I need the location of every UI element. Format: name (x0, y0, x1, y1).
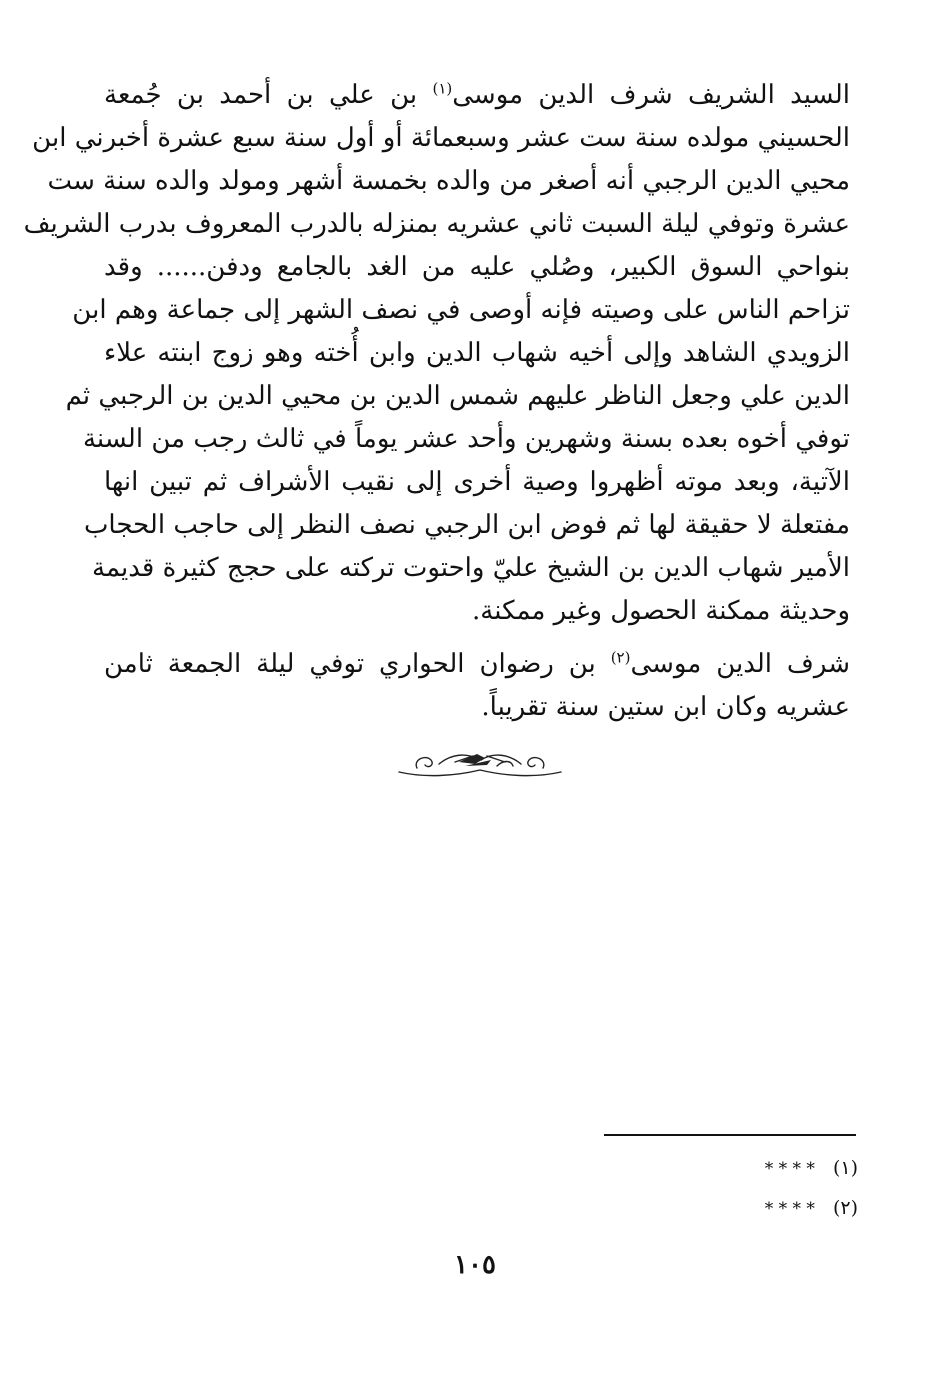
text-line: الآتية، وبعد موته أظهروا وصية أخرى إلى نقيب الأشراف ثم تبين انها (104, 467, 850, 497)
footnote-2 (558, 1188, 858, 1228)
footnote-separator (604, 1134, 856, 1136)
text-line: بنواحي السوق الكبير، وصُلي عليه من الغد بالجامع ودفن...... وقد (104, 252, 850, 282)
text-line: الحسيني مولده سنة ست عشر وسبعمائة أو أول سنة سبع عشرة أخبرني ابن (32, 123, 850, 153)
floral-divider-ornament-icon (395, 742, 565, 782)
footnote-reference-1[interactable]: (١) (432, 79, 453, 98)
page-number: ١٠٥ (454, 1250, 496, 1280)
footnote-placeholder: * * * * (764, 1199, 815, 1219)
footnote-number: (١) (832, 1157, 858, 1179)
main-text (23, 74, 851, 729)
text-line: وحديثة ممكنة الحصول وغير ممكنة. (472, 596, 850, 626)
text-line: توفي أخوه بعده بسنة وشهرين وأحد عشر يوماً في ثالث رجب من السنة (82, 424, 850, 454)
text-line: عشريه وكان ابن ستين سنة تقريباً. (481, 692, 850, 722)
text-line: الأمير شهاب الدين بن الشيخ عليّ واحتوت تركته على حجج كثيرة قديمة (92, 553, 850, 583)
paragraph-sharaf-al-din-musa-ibn-ridwan (104, 643, 850, 729)
footnote-reference-2[interactable]: (٢) (610, 648, 631, 667)
text-line: عشرة وتوفي ليلة السبت ثاني عشريه بمنزله بالدرب المعروف بدرب الشريف (23, 209, 850, 239)
footnotes (558, 1148, 858, 1228)
text-line: تزاحم الناس على وصيته فإنه أوصى في نصف الشهر إلى جماعة وهم ابن (72, 295, 850, 325)
text-line: محيي الدين الرجبي أنه أصغر من والده بخمسة أشهر ومولد والده سنة ست (47, 166, 850, 196)
footnote-number: (٢) (832, 1197, 858, 1219)
footnote-1 (558, 1148, 858, 1188)
text-line: الدين علي وجعل الناظر عليهم شمس الدين بن محيي الدين بن الرجبي ثم (65, 381, 850, 411)
text-line: شرف الدين موسى$^{(٢)}$ بن رضوان الحواري توفي ليلة الجمعة ثامن (104, 648, 851, 679)
text-line: السيد الشريف شرف الدين موسى$^{(١)}$ بن علي بن أحمد بن جُمعة (104, 79, 850, 110)
text-line: مفتعلة لا حقيقة لها ثم فوض ابن الرجبي نصف النظر إلى حاجب الحجاب (83, 510, 850, 540)
footnote-placeholder: * * * * (764, 1159, 815, 1179)
text-line: الزويدي الشاهد وإلى أخيه شهاب الدين وابن أُخته وهو زوج ابنته علاء (104, 338, 850, 368)
paragraph-sharaf-al-din-musa-ibn-ali (23, 74, 850, 633)
